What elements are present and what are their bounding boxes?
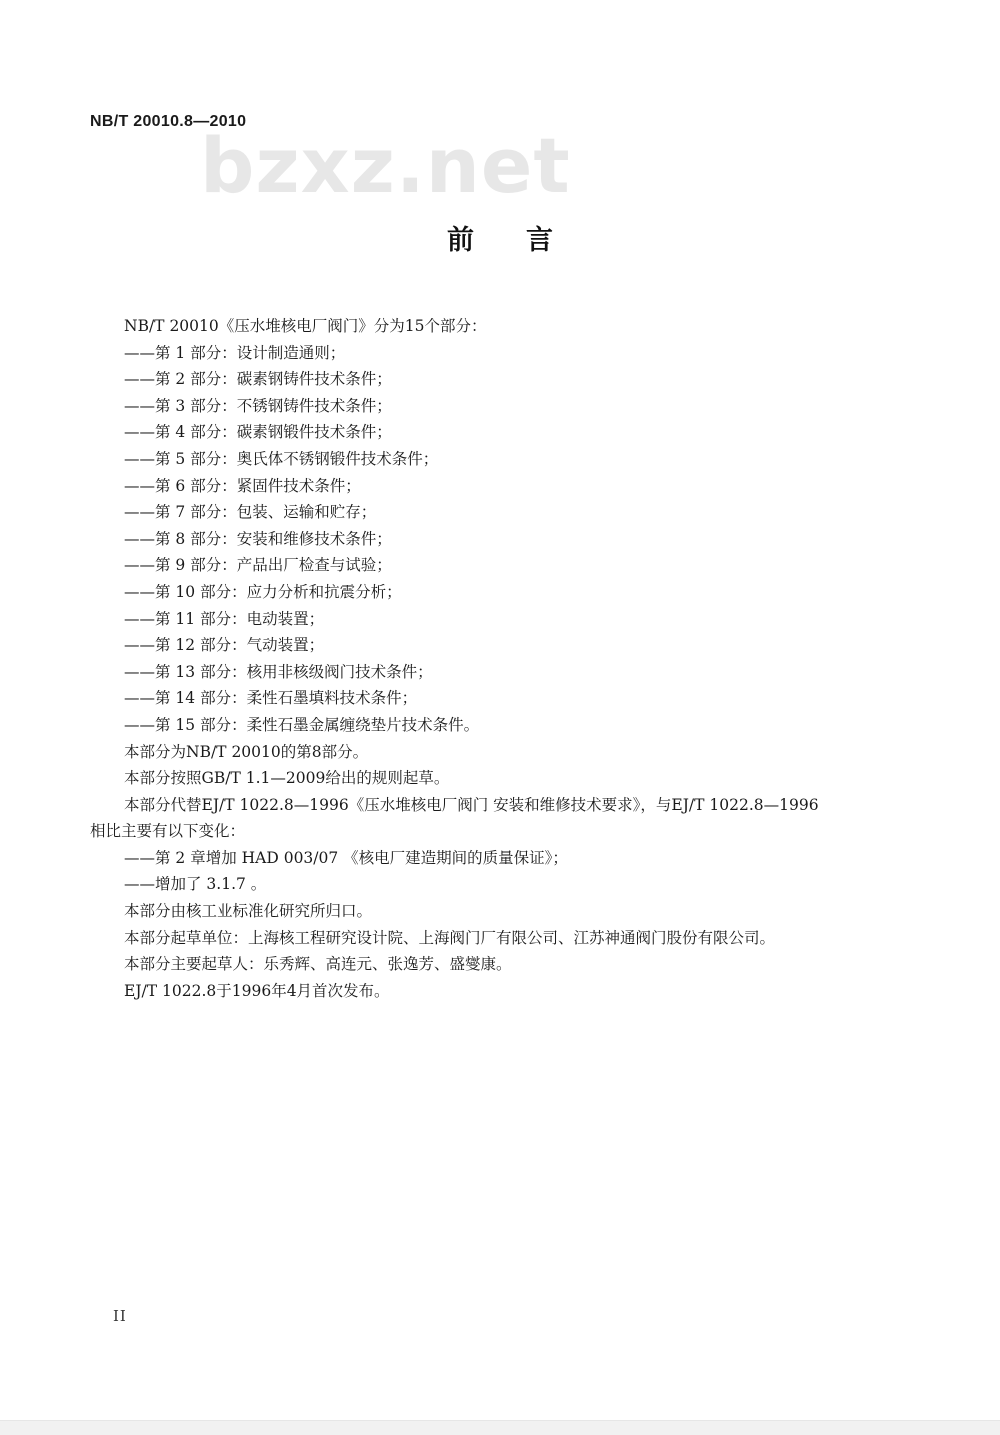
list-item: ——第 14 部分：柔性石墨填料技术条件； — [124, 689, 418, 708]
list-item: ——第 2 部分：碳素钢铸件技术条件； — [124, 370, 392, 389]
list-item: ——第 13 部分：核用非核级阀门技术条件； — [124, 662, 433, 681]
paragraph: 本部分按照GB/T 1.1—2009给出的规则起草。 — [124, 769, 450, 788]
list-item: ——第 10 部分：应力分析和抗震分析； — [124, 582, 402, 601]
paragraph: 本部分由核工业标准化研究所归口。 — [124, 902, 373, 921]
list-item: ——第 1 部分：设计制造通则； — [124, 343, 346, 362]
list-item: ——第 4 部分：碳素钢锻件技术条件； — [124, 423, 392, 442]
list-item: ——第 12 部分：气动装置； — [124, 636, 325, 655]
paragraph: EJ/T 1022.8于1996年4月首次发布。 — [124, 981, 390, 1000]
paragraph: NB/T 20010《压水堆核电厂阀门》分为15个部分： — [124, 317, 487, 335]
list-item: ——第 7 部分：包装、运输和贮存； — [124, 503, 377, 522]
paragraph: 本部分起草单位：上海核工程研究设计院、上海阀门厂有限公司、江苏神通阀门股份有限公司。 — [124, 928, 776, 947]
paragraph-continuation: 相比主要有以下变化： — [90, 822, 246, 841]
paragraph: 本部分为NB/T 20010的第8部分。 — [124, 742, 369, 761]
paragraph: 本部分代替EJ/T 1022.8—1996《压水堆核电厂阀门 安装和维修技术要求》，与EJ/T 1022.8—1996 — [124, 795, 819, 814]
list-item: ——第 11 部分：电动装置； — [124, 609, 325, 628]
list-item: ——第 9 部分：产品出厂检查与试验； — [124, 556, 392, 575]
viewer-bottom-strip — [0, 1420, 1000, 1435]
list-item: ——第 6 部分：紧固件技术条件； — [124, 476, 361, 495]
page-title: 前言 — [447, 225, 605, 256]
page-number: II — [113, 1307, 127, 1325]
list-item: ——第 3 部分：不锈钢铸件技术条件； — [124, 396, 392, 415]
foreword-body — [90, 313, 910, 1004]
list-item: ——第 2 章增加 HAD 003/07 《核电厂建造期间的质量保证》； — [124, 848, 568, 867]
list-item: ——增加了 3.1.7 。 — [124, 875, 267, 894]
watermark: bzxz.net — [200, 121, 571, 210]
list-item: ——第 5 部分：奥氏体不锈钢锻件技术条件； — [124, 449, 439, 468]
list-item: ——第 8 部分：安装和维修技术条件； — [124, 529, 392, 548]
document-number: NB/T 20010.8—2010 — [90, 113, 247, 130]
list-item: ——第 15 部分：柔性石墨金属缠绕垫片技术条件。 — [124, 715, 480, 734]
paragraph: 本部分主要起草人：乐秀辉、高连元、张逸芳、盛燮康。 — [124, 955, 512, 974]
